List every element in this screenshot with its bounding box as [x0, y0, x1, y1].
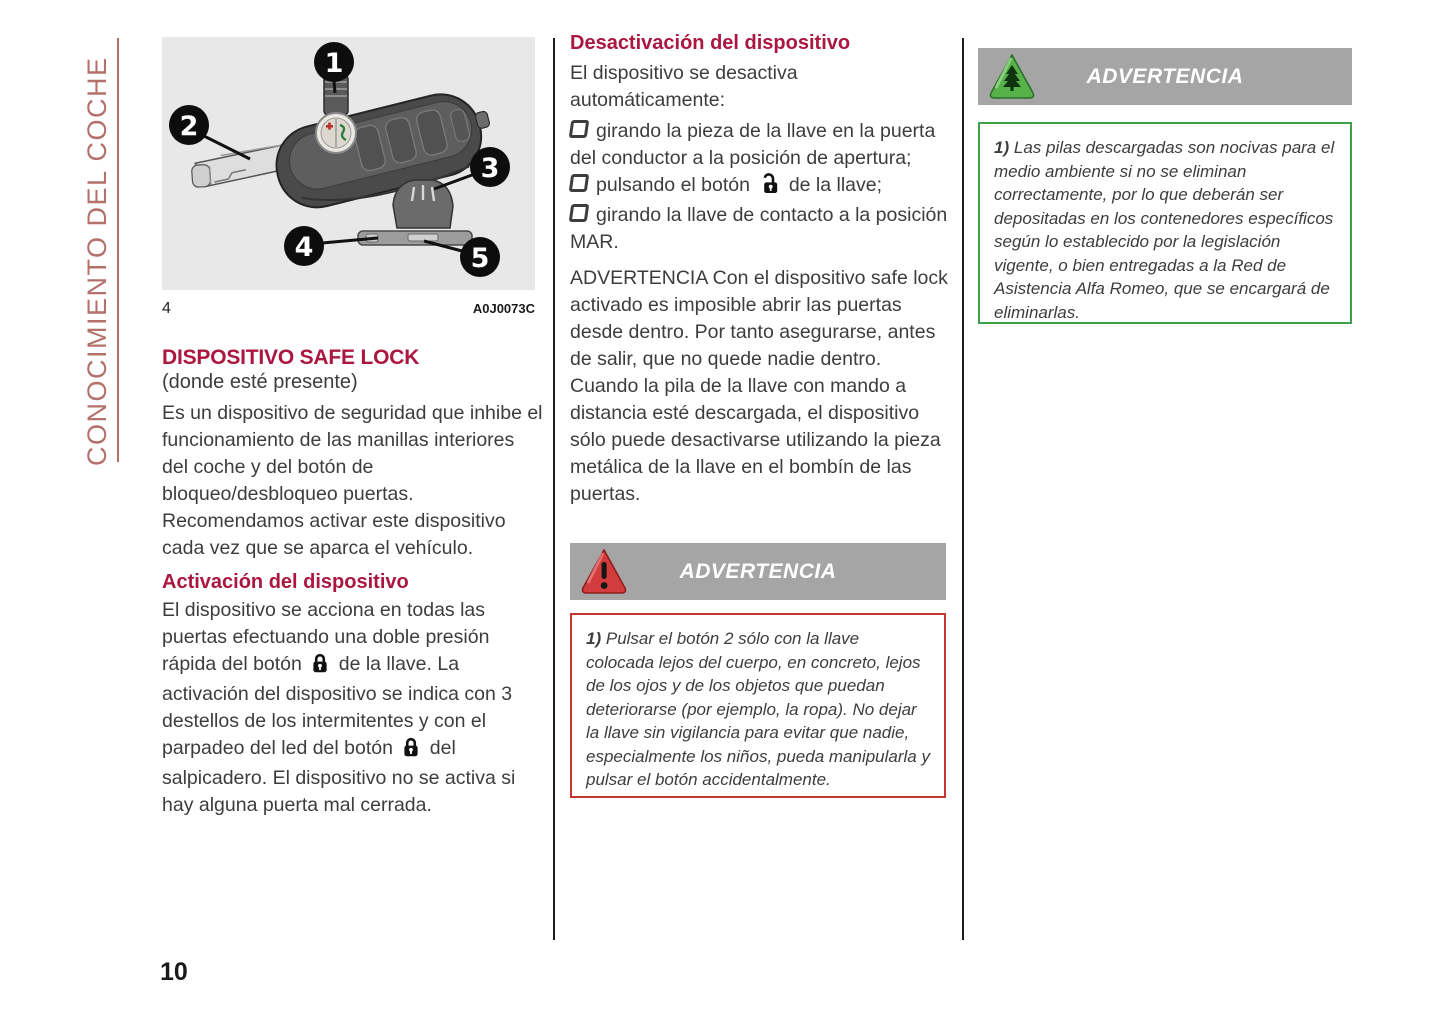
deactivation-intro: El dispositivo se desactiva automáticamente:	[570, 62, 798, 111]
key-illustration	[162, 37, 535, 290]
environment-warning-banner	[978, 48, 1352, 105]
activation-heading: Activación del dispositivo	[162, 571, 409, 593]
callout-number-4: 4	[294, 232, 314, 263]
environment-item-number: 1)	[994, 138, 1010, 157]
warning-triangle-icon	[579, 547, 629, 601]
list-item	[570, 172, 948, 202]
deactivation-list	[570, 118, 948, 256]
deactivation-note: ADVERTENCIA Con el dispositivo safe lock activado es imposible abrir las puertas desde dentro. Por tanto asegurarse, antes de salir, que no quede nadie dentro. Cuando la pila de la llave con mando a distancia esté descargada, el dispositivo sólo puede desactivarse utilizando la pieza metálica de la llave en el bombín de las puertas.	[570, 267, 948, 505]
figure-code: A0J0073C	[472, 301, 535, 316]
bullet-3-text: girando la llave de contacto a la posición MAR.	[570, 204, 948, 253]
warning-banner-label: ADVERTENCIA	[679, 559, 837, 583]
warning-box	[570, 613, 946, 798]
lock-closed-icon	[312, 653, 328, 681]
bullet-2-text-post: de la llave;	[788, 174, 883, 196]
warning-item-number: 1)	[586, 629, 602, 648]
sidebar-rule	[117, 38, 119, 462]
list-item	[570, 202, 948, 256]
callout-number-3: 3	[480, 153, 500, 184]
chapter-sidebar-label: CONOCIMIENTO DEL COCHE	[82, 56, 112, 466]
callout-number-2: 2	[179, 111, 199, 142]
activation-paragraph	[162, 597, 544, 819]
section-title: DISPOSITIVO SAFE LOCK	[162, 346, 420, 369]
lock-open-icon	[760, 173, 778, 202]
square-bullet-icon	[569, 204, 590, 222]
alfa-romeo-badge-icon	[316, 113, 356, 153]
environment-banner-label: ADVERTENCIA	[1086, 64, 1244, 88]
square-bullet-icon	[569, 120, 590, 138]
callout-line-1	[334, 81, 335, 93]
lock-closed-icon	[403, 737, 419, 765]
square-bullet-icon	[569, 174, 590, 192]
column-divider-left	[553, 38, 555, 940]
warning-banner	[570, 543, 946, 600]
activation-text-3: del salpicadero. El dispositivo no se activa si hay alguna puerta mal cerrada.	[162, 737, 516, 816]
bullet-2-text-pre: pulsando el botón	[596, 174, 750, 196]
key-figure	[162, 37, 535, 290]
callout-number-1: 1	[324, 48, 344, 79]
deactivation-heading: Desactivación del dispositivo	[570, 32, 851, 54]
list-item	[570, 118, 948, 172]
figure-number: 4	[162, 300, 171, 317]
safe-lock-intro: Es un dispositivo de seguridad que inhibe el funcionamiento de las manillas interiores del coche y del botón de bloqueo/desbloqueo puertas. Recomendamos activar este dispositivo cada vez que se aparca el vehículo.	[162, 402, 543, 559]
callout-number-5: 5	[470, 243, 490, 274]
activation-text-1: El dispositivo se acciona en todas las puertas efectuando una doble presión rápida del botón	[162, 599, 490, 675]
bullet-1-text: girando la pieza de la llave en la puerta del conductor a la posición de apertura;	[570, 120, 936, 169]
page-number: 10	[160, 958, 188, 986]
section-subtitle: (donde esté presente)	[162, 371, 358, 393]
battery-cover	[393, 180, 453, 228]
activation-text-2: de la llave. La activación del dispositivo se indica con 3 destellos de los intermitentes y con el parpadeo del led del botón	[162, 653, 513, 759]
environment-item-text: Las pilas descargadas son nocivas para el medio ambiente si no se eliminan correctamente, por lo que deberán ser depositadas en los contenedores específicos según lo establecido por la legislación vigente, o bien entregadas a la Red de Asistencia Alfa Romeo, que se encargará de eliminarlas.	[994, 138, 1335, 322]
column-divider-right	[962, 38, 964, 940]
environment-warning-box	[978, 122, 1352, 324]
warning-item-text: Pulsar el botón 2 sólo con la llave colocada lejos del cuerpo, en concreto, lejos de los ojos y de los objetos que puedan deteriorarse (por ejemplo, la ropa). No dejar la llave sin vigilancia para evitar que nadie, especialmente los niños, pueda manipularla y pulsar el botón accidentalmente.	[586, 629, 930, 789]
environment-triangle-icon	[987, 52, 1037, 106]
